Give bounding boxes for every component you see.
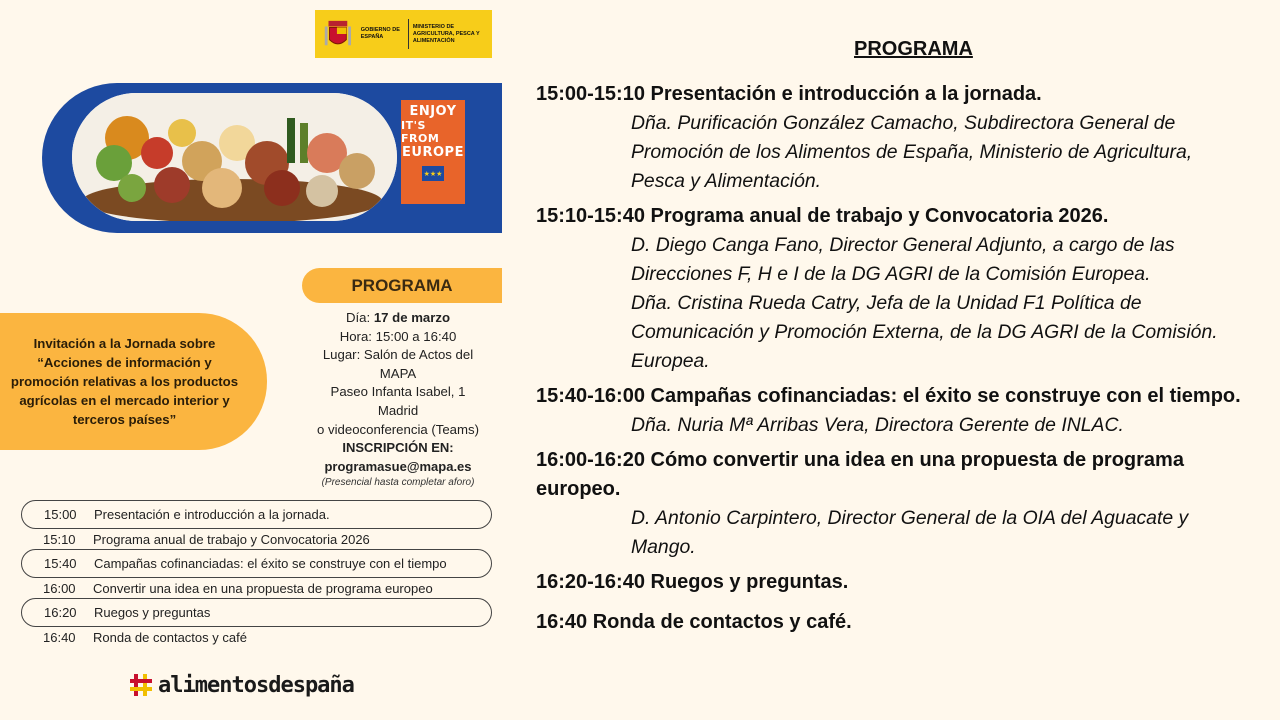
agenda-row — [21, 578, 492, 598]
speaker-line: Mango. — [631, 536, 696, 558]
food-image — [72, 93, 397, 221]
agenda-row — [21, 598, 492, 627]
registration-note: (Presencial hasta completar aforo) — [321, 477, 475, 489]
program-item-heading: 15:10-15:40 Programa anual de trabajo y Convocatoria 2026. — [536, 205, 1109, 227]
agenda-text: Convertir una idea en una propuesta de programa europeo — [93, 580, 433, 596]
program-item — [536, 568, 1280, 597]
agenda-time: 16:40 — [43, 629, 76, 645]
invitation-text: Invitación a la Jornada sobre “Acciones de información y promoción relativas a los productos agrícolas en el mercado interior y terceros países” — [10, 336, 239, 427]
agenda-text: Ronda de contactos y café — [93, 629, 247, 645]
speakers — [536, 231, 1280, 376]
speaker-line: Europea. — [631, 350, 710, 372]
program-item — [536, 202, 1280, 376]
speaker-line: Dña. Cristina Rueda Catry, Jefa de la Unidad F1 Política de — [631, 292, 1142, 314]
event-time: Hora: 15:00 a 16:40 — [339, 328, 457, 344]
agenda-row — [21, 529, 492, 549]
agenda-time: 16:00 — [43, 580, 76, 596]
gov-text-line1: GOBIERNO DE ESPAÑA — [360, 27, 400, 40]
speakers — [536, 411, 1280, 440]
registration-email[interactable]: programasue@mapa.es — [324, 458, 472, 474]
speaker-line: Direcciones F, H e I de la DG AGRI de la Comisión Europea. — [631, 263, 1151, 285]
speaker-line: Promoción de los Alimentos de España, Ministerio de Agricultura, — [631, 141, 1193, 163]
agenda-row — [21, 500, 492, 529]
program-item — [536, 446, 1280, 562]
agenda-time: 16:20 — [44, 605, 77, 620]
event-day-value: 17 de marzo — [373, 310, 451, 325]
event-day — [294, 309, 502, 328]
hero-banner — [42, 83, 502, 233]
hashtag-text: alimentosdespaña — [158, 672, 354, 698]
coat-of-arms-icon — [321, 16, 355, 52]
program-title: PROGRAMA — [854, 38, 973, 60]
badge-line-1: ENJOY — [409, 104, 457, 119]
badge-line-2: IT'S FROM — [401, 119, 440, 145]
speaker-line: Pesca y Alimentación. — [631, 170, 822, 192]
event-online: o videoconferencia (Teams) — [317, 421, 479, 437]
speaker-line: Dña. Nuria Mª Arribas Vera, Directora Gerente de INLAC. — [631, 414, 1124, 436]
registration-label: INSCRIPCIÓN EN: — [342, 440, 454, 456]
agenda-text: Ruegos y preguntas — [94, 605, 211, 620]
speakers — [536, 109, 1280, 196]
event-day-label: Día: — [345, 310, 371, 325]
event-address-2: Madrid — [377, 402, 419, 418]
program-item-heading: 16:20-16:40 Ruegos y preguntas. — [536, 571, 849, 593]
agenda-list — [21, 500, 492, 647]
program-pill: PROGRAMA — [302, 268, 502, 303]
event-place-1: Lugar: Salón de Actos del — [322, 347, 474, 363]
agenda-text: Campañas cofinanciadas: el éxito se construye con el tiempo — [94, 556, 447, 571]
speaker-line: Dña. Purificación González Camacho, Subdirectora General de — [631, 112, 1176, 134]
event-info — [294, 309, 502, 490]
hashtag-logo — [128, 672, 354, 698]
program-item-heading: 15:00-15:10 Presentación e introducción a la jornada. — [536, 83, 1042, 105]
invitation-bubble — [0, 313, 267, 450]
food-illustration — [72, 93, 397, 221]
program-item-heading-cont: europeo. — [536, 478, 621, 500]
agenda-time: 15:00 — [44, 507, 77, 522]
agenda-row — [21, 627, 492, 647]
program-item — [536, 80, 1280, 196]
logo-divider — [408, 19, 409, 49]
speaker-line: Comunicación y Promoción Externa, de la DG AGRI de la Comisión. — [631, 321, 1218, 343]
hash-icon — [128, 672, 154, 698]
speaker-line: D. Antonio Carpintero, Director General de la OIA del Aguacate y — [631, 507, 1189, 529]
agenda-text: Presentación e introducción a la jornada. — [94, 507, 330, 522]
program-item-heading: 16:40 Ronda de contactos y café. — [536, 611, 852, 633]
eu-flag-icon: ★★★ — [422, 166, 444, 181]
event-address-1: Paseo Infanta Isabel, 1 — [330, 384, 466, 400]
enjoy-europe-badge — [401, 100, 465, 204]
gov-text-line2: MINISTERIO DE AGRICULTURA, PESCA Y ALIMENTACIÓN — [412, 23, 480, 44]
agenda-text: Programa anual de trabajo y Convocatoria 2026 — [93, 531, 370, 547]
government-logo — [315, 10, 492, 58]
agenda-time: 15:10 — [43, 531, 76, 547]
agenda-time: 15:40 — [44, 556, 77, 571]
event-place-2: MAPA — [379, 365, 417, 381]
program-item-heading: 16:00-16:20 Cómo convertir una idea en una propuesta de programa — [536, 449, 1184, 471]
program-details — [536, 80, 1280, 643]
speakers — [536, 504, 1280, 562]
badge-line-3: EUROPE — [402, 145, 464, 160]
agenda-row — [21, 549, 492, 578]
program-item — [536, 608, 1280, 637]
program-item — [536, 382, 1280, 440]
program-item-heading: 15:40-16:00 Campañas cofinanciadas: el éxito se construye con el tiempo. — [536, 385, 1241, 407]
speaker-line: D. Diego Canga Fano, Director General Adjunto, a cargo de las — [631, 234, 1175, 256]
